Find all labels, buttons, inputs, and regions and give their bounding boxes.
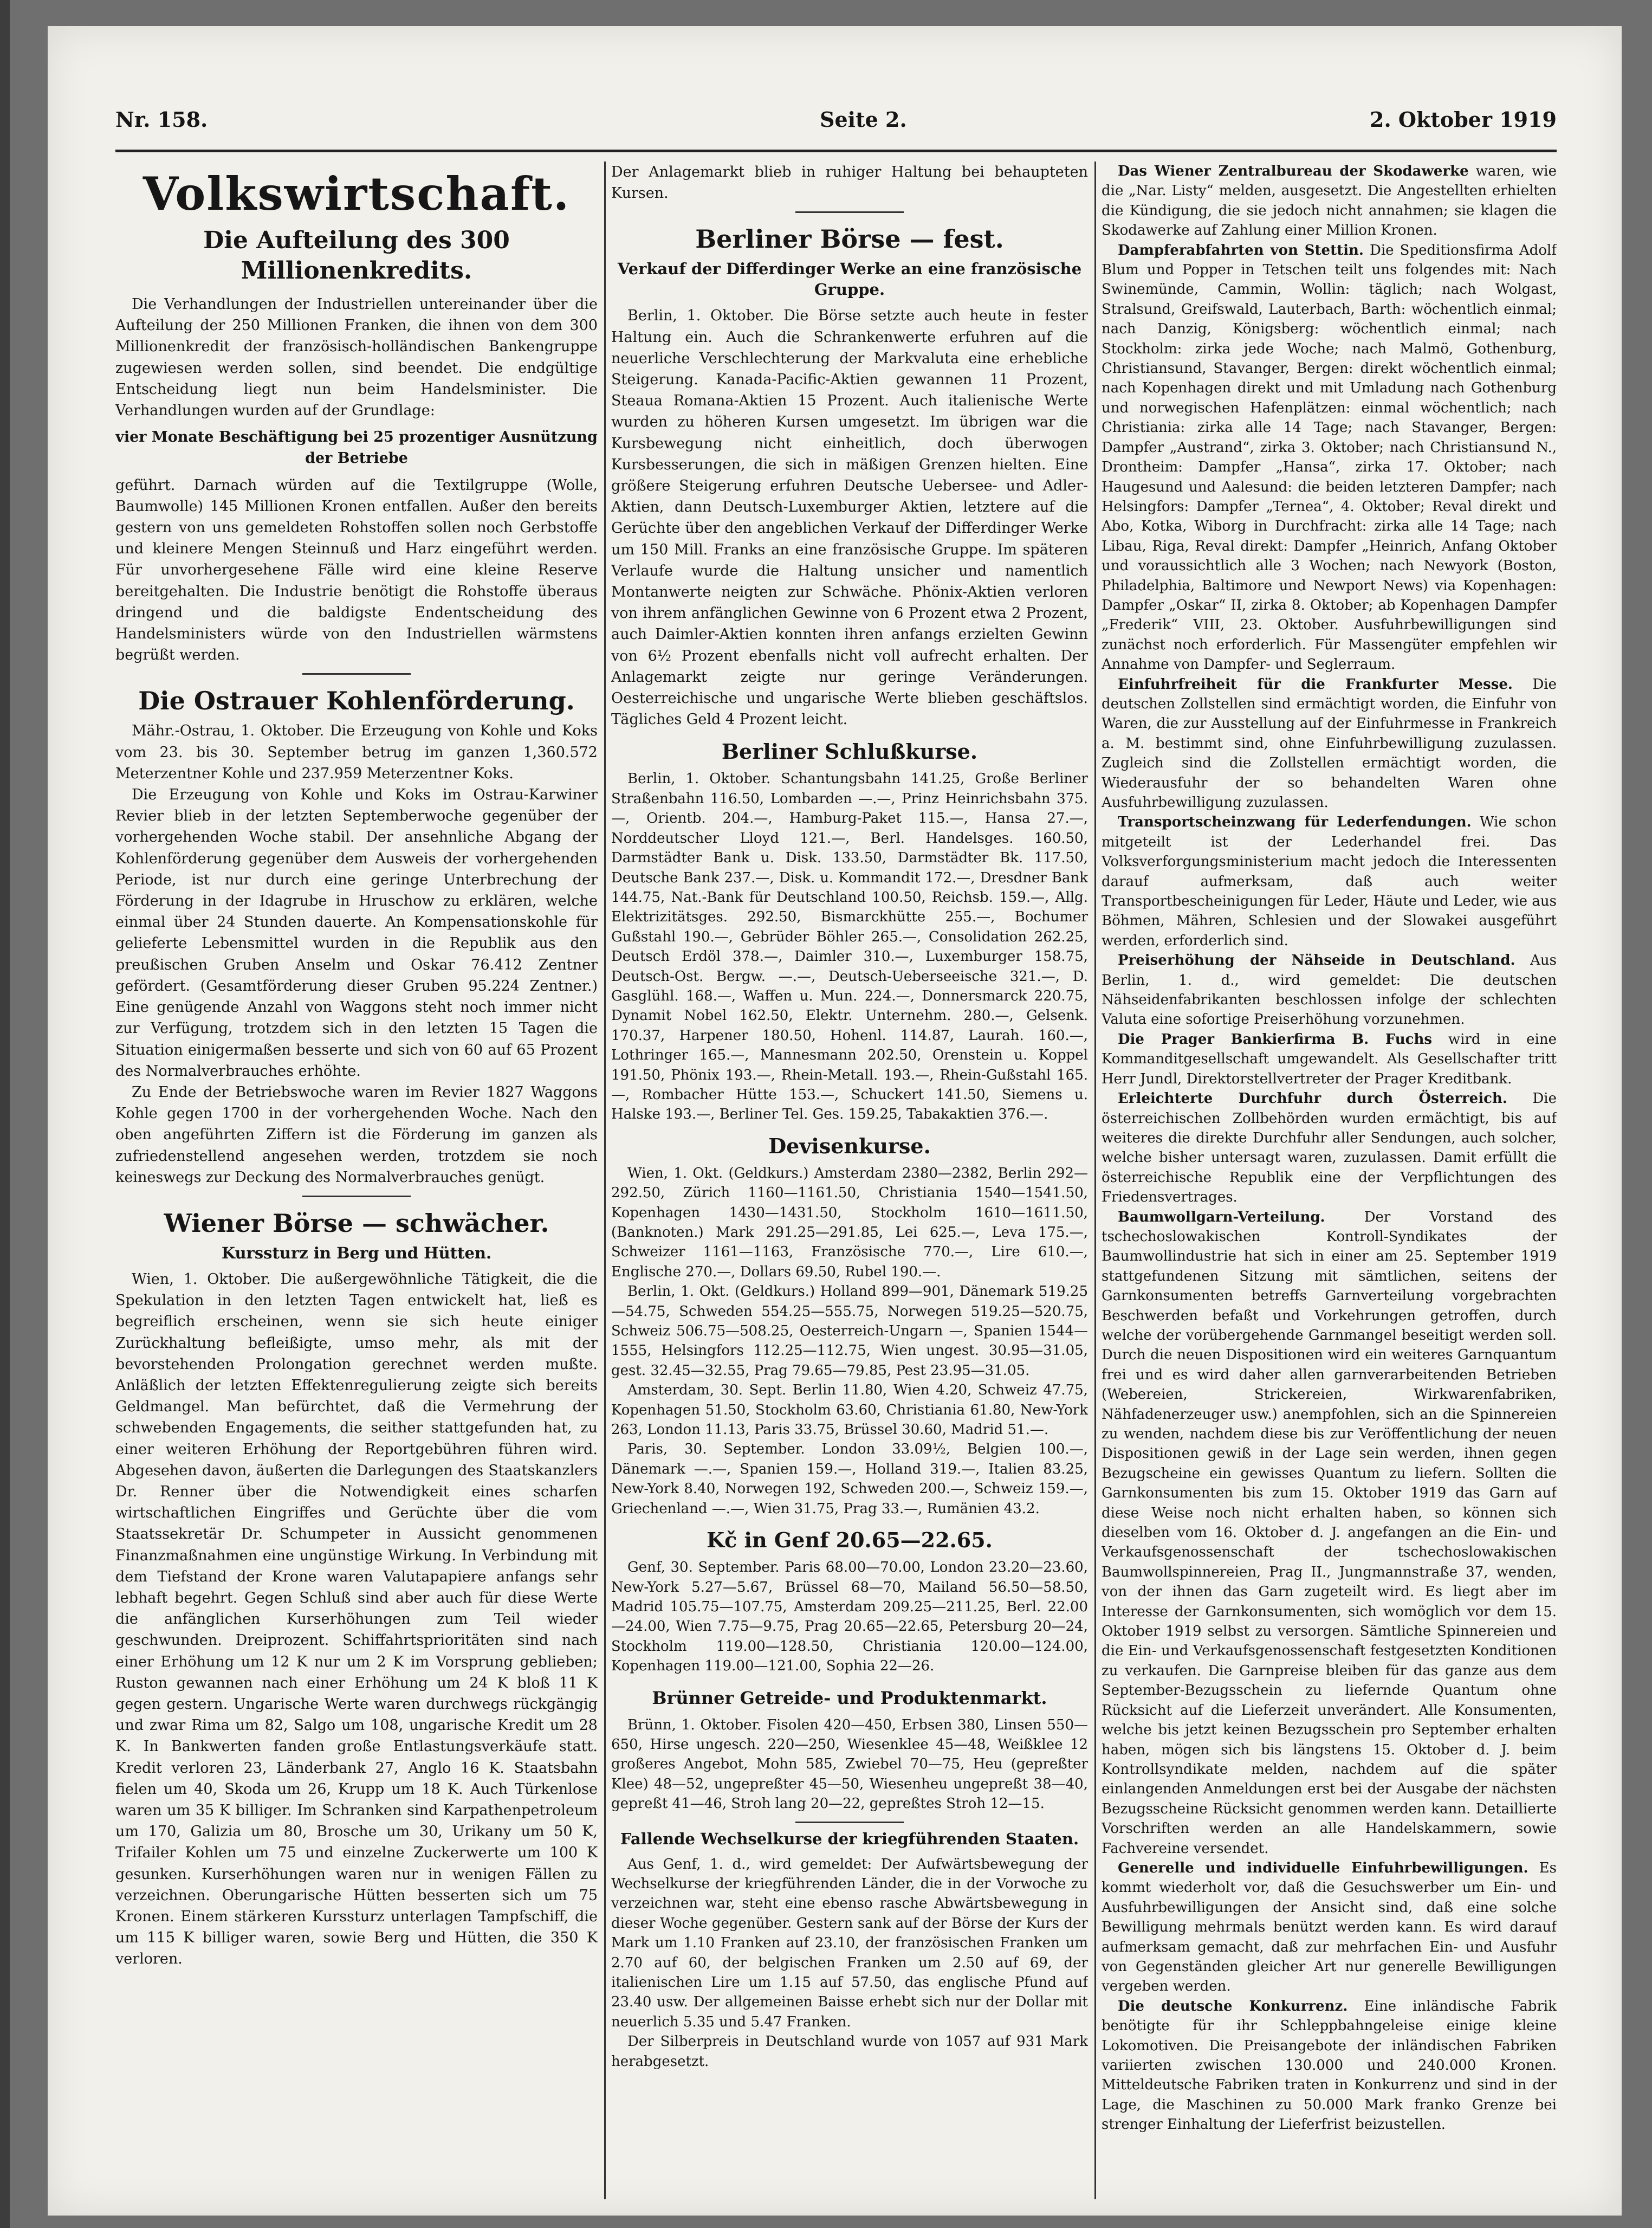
notice-text: Die deutschen Zollstellen sind ermächtigt worden, die Einfuhr von Waren, die zur Ausstellung auf der Einfuhrmesse in Frankreich a. M. bestimmt sind, ohne Einfuhrbewilligung zuzulassen. Zugleich sind die Zollstellen ermächtigt worden, die Wiederausfuhr der so behandelten Waren ohne Ausfuhrbewilligung zuzulassen. (1102, 676, 1557, 811)
currency-quotes-wien: Wien, 1. Okt. (Geldkurs.) Amsterdam 2380—2382, Berlin 292—292.50, Zürich 1160—1161.50, Christiania 1540—1541.50, Kopenhagen 1430—1431.50, Stockholm 1610—1611.50, (Banknoten.) Mark 291.25—291.85, Lei 625.—, Leva 175.—, Schweizer 1161—1163, Französische 770.—, Lire 610.—, Englische 270.—, Dollars 69.50, Rubel 190.—. (611, 1165, 1088, 1280)
header-divider (115, 150, 1557, 152)
article-paragraph: Aus Genf, 1. d., wird gemeldet: Der Aufwärtsbewegung der Wechselkurse der kriegführenden Länder, die in der Vorwoche zu verzeichnen war, steht eine ebenso rasche Abwärtsbewegung in dieser Woche gegenüber. Gestern sank auf der Börse der Kurs der Mark um 1.10 Franken auf 23.10, der französischen Franken um 2.70 auf 60, der belgischen Franken um 2.50 auf 69, der italienischen Lire um 1.15 auf 57.50, das englische Pfund auf 23.40 usw. Der allgemeinen Baisse erhebt sich nur der Dollar mit neuerlich 5.35 und 5.47 Franken. (611, 1856, 1088, 2030)
scan-edge-shadow (0, 0, 10, 2228)
article-paragraph: Berlin, 1. Oktober. Die Börse setzte auch heute in fester Haltung ein. Auch die Schrankenwerte erfuhren auf die neuerliche Verschlechterung der Markvaluta eine erhebliche Steigerung. Kanada-Pacific-Aktien gewannen 11 Prozent, Steaua Romana-Aktien 15 Prozent. Auch italienische Werte wurden zu höheren Kursen umgesetzt. Im übrigen war die Kursbewegung nicht einheitlich, doch überwogen Kursbesserungen, die sich in mäßigen Grenzen hielten. Eine größere Steigerung erfuhren Deutsche Uebersee- und Adler-Aktien, dann Deutsch-Luxemburger Aktien, letztere auf die Gerüchte über den angeblichen Verkauf der Differdinger Werke um 150 Mill. Franks an eine französische Gruppe. Im späteren Verlaufe wurde die Haltung unsicher und namentlich Montanwerte neigten zur Schwäche. Phönix-Aktien verloren von ihrem anfänglichen Gewinne von 6 Prozent etwa 2 Prozent, auch Daimler-Aktien konnten ihren anfangs erzielten Gewinn von 6½ Prozent ebenfalls nicht voll aufrecht erhalten. Der Anlagemarkt zeigte nur geringe Veränderungen. Oesterreichische und ungarische Werte blieben geschäftslos. Tägliches Geld 4 Prozent leicht. (611, 307, 1088, 728)
notice-lead: Die deutsche Konkurrenz. (1118, 1998, 1348, 2014)
notice-lead: Einfuhrfreiheit für die Frankfurter Messe. (1118, 676, 1513, 693)
article-divider (302, 1196, 411, 1197)
column-2 (611, 162, 1088, 2210)
article-headline: Brünner Getreide- und Produktenmarkt. (652, 1687, 1047, 1708)
article-paragraph: geführt. Darnach würden auf die Textilgruppe (Wolle, Baumwolle) 145 Millionen Kronen entfallen. Außer den bereits gestern von uns gemeldeten Rohstoffen sollen noch Gerbstoffe und kleinere Mengen Steinnuß und Harz eingeführt werden. Für unvorhergesehene Fälle wird eine kleine Reserve bereitgehalten. Die Industrie benötigt die Rohstoffe überaus dringend und die baldigste Endentscheidung des Handelsministers würde von den Industriellen wärmstens begrüßt werden. (115, 476, 598, 664)
currency-quotes-paris: Paris, 30. September. London 33.09½, Belgien 100.—, Dänemark —.—, Spanien 159.—, Holland 319.—, Italien 83.25, New-York 8.40, Norwegen 192, Schweden 200.—, Schweiz 159.—, Griechenland —.—, Wien 31.75, Prag 33.—, Rumänien 43.2. (611, 1441, 1088, 1517)
notice-text: Es kommt wiederholt vor, daß die Gesuchswerber um Ein- und Ausfuhrbewilligungen der Ansicht sind, daß eine solche Bewilligung mehrmals benützt werden kann. Es wird darauf aufmerksam gemacht, daß zur mehrfachen Ein- und Ausfuhr von Gegenständen gleicher Art nur generelle Bewilligungen vergeben werden. (1102, 1859, 1557, 1995)
page-header (115, 107, 1557, 145)
news-notice (1102, 241, 1557, 675)
column-3 (1102, 162, 1557, 2210)
notice-lead: Preiserhöhung der Nähseide in Deutschland. (1118, 952, 1515, 969)
news-notice (1102, 1207, 1557, 1858)
article-paragraph: Die Erzeugung von Kohle und Koks im Ostrau-Karwiner Revier blieb in der letzten Septemberwoche gegenüber der vorhergehenden Woche stabil. Der ansehnliche Abgang der Kohlenförderung gegenüber dem Ausweis der vorhergehenden Periode, ist nur durch eine geringe Unterbrechung der Förderung in der Idagrube in Hruschow zu erklären, welche einmal über 24 Stunden dauerte. An Kompensationskohle für gelieferte Lebensmittel wurden in die Republik aus den preußischen Gruben Anselm und Oskar 76.412 Zentner gefördert. (Gesamtförderung dieser Gruben 95.224 Zentner.) Eine genügende Anzahl von Waggons steht noch immer nicht zur Verfügung, trotzdem sich in den letzten 15 Tagen die Situation einigermaßen besserte und sich von 60 auf 65 Prozent des Normalverbrauches erhöhte. (115, 786, 598, 1080)
notice-lead: Dampferabfahrten von Stettin. (1118, 242, 1364, 259)
article-headline: Wiener Börse — schwächer. (164, 1208, 549, 1238)
issue-number: Nr. 158. (115, 107, 208, 132)
page-number: Seite 2. (820, 107, 907, 132)
notice-text: Der Vorstand des tschechoslowakischen Kontroll-Syndikates der Baumwollindustrie hat sich in einer am 25. September 1919 stattgefundenen Sitzung mit sämtlichen, seitens der Garnkonsumenten betreffs Garnverteilung vorgebrachten Beschwerden befaßt und Vorkehrungen getroffen, durch welche der vorübergehende Garnmangel beseitigt werden soll. Durch die neuen Dispositionen wird ein weiteres Garnquantum frei und es wird daher allen garnverarbeitenden Betrieben (Webereien, Strickereien, Wirkwarenfabriken, Nähfadenerzeuger usw.) anempfohlen, sich an die Spinnereien zu wenden, nachdem diese bis zur Veröffentlichung der neuen Dispositionen gewiß in der Lage sein werden, ihnen gegen Bezugscheine ein gewisses Quantum zu liefern. Sollten die Garnkonsumenten bis zum 15. Oktober 1919 das Garn auf diese Weise noch nicht erhalten haben, so können sich dieselben vom 16. Oktober d. J. angefangen an die Ein- und Verkaufsgenossenschaft der tschechoslowakischen Baumwollspinnereien, Prag II., Jungmannstraße 37, wenden, von der ihnen das Garn zugeteilt wird. Es liegt aber im Interesse der Garnkonsumenten, sich womöglich vor dem 15. Oktober 1919 selbst zu versorgen. Sämtliche Spinnereien und die Ein- und Verkaufsgenossenschaft festgesetzten Konditionen zu verkaufen. Die Garnpreise bleiben für das ganze aus dem September-Bezugsschein zu liefernde Quantum ohne Rücksicht auf die Lieferzeit unverändert. Alle Konsumenten, welche bis jetzt keinen Bezugsschein pro September erhalten haben, mögen sich bis längstens 15. Oktober d. J. beim Kontrollsyndikate melden, nachdem auf die später einlangenden Anmeldungen erst bei der Ausgabe der nächsten Bezugsscheine Rücksicht genommen werden kann. Detaillierte Vorschriften werden an alle Handelskammern, sowie Fachvereine versendet. (1102, 1209, 1557, 1857)
article-headline: Fallende Wechselkurse der kriegführenden Staaten. (620, 1829, 1079, 1848)
notice-lead: Transportscheinzwang für Lederfendungen. (1118, 814, 1472, 831)
notice-lead: Generelle und individuelle Einfuhrbewilligungen. (1118, 1859, 1528, 1876)
article-emphasis: vier Monate Beschäftigung bei 25 prozentiger Ausnützung der Betriebe (115, 429, 598, 467)
currency-quotes-amsterdam: Amsterdam, 30. Sept. Berlin 11.80, Wien 4.20, Schweiz 47.75, Kopenhagen 51.50, Stockholm 63.60, Christiania 61.80, New-York 263, London 11.13, Paris 33.75, Brüssel 30.60, Madrid 51.—. (611, 1382, 1088, 1438)
notice-text: Die österreichischen Zollbehörden wurden ermächtigt, bis auf weiteres die direkte Durchfuhr aller Sendungen, auch solcher, welche bisher untersagt waren, zuzulassen. Damit erfüllt die österreichische Republik eine der Verpflichtungen des Friedensvertrages. (1102, 1090, 1557, 1206)
news-notice (1102, 162, 1557, 241)
article-paragraph: Die Verhandlungen der Industriellen untereinander über die Aufteilung der 250 Millionen Franken, die ihnen von dem 300 Millionenkredit der französisch-holländischen Bankengruppe zugewiesen werden sollen, sind beendet. Die endgültige Entscheidung liegt nun beim Handelsminister. Die Verhandlungen wurden auf der Grundlage: (115, 296, 598, 419)
news-notice (1102, 1030, 1557, 1089)
column-1 (115, 162, 598, 2210)
article-headline: Berliner Börse — fest. (695, 224, 1004, 254)
stock-quotes: Berlin, 1. Oktober. Schantungsbahn 141.25, Große Berliner Straßenbahn 116.50, Lombarden —.—, Prinz Heinrichsbahn 375.—, Orientb. 204.—, Hamburg-Paket 115.—, Hansa 27.—, Norddeutscher Lloyd 121.—, Berl. Handelsges. 160.50, Darmstädter Bank u. Disk. 133.50, Darmstädter Bk. 117.50, Deutsche Bank 237.—, Disk. u. Kommandit 172.—, Dresdner Bank 144.75, Nat.-Bank für Deutschland 100.50, Reichsb. 159.—, Allg. Elektrizitätsges. 292.50, Bismarckhütte 255.—, Bochumer Gußstahl 190.—, Gebrüder Böhler 265.—, Consolidation 262.25, Deutsch Erdöl 378.—, Daimler 310.—, Luxemburger 158.75, Deutsch-Ost. Bergw. —.—, Deutsch-Ueberseeische 321.—, D. Gasglühl. 168.—, Waffen u. Mun. 224.—, Donnersmarck 220.75, Dynamit Nobel 162.50, Elektr. Unternehm. 280.—, Gelsenk. 170.37, Harpener 180.50, Hohenl. 114.87, Laurah. 160.—, Lothringer 165.—, Mannesmann 202.50, Orenstein u. Koppel 191.50, Phönix 193.—, Rhein-Metall. 193.—, Rhein-Gußstahl 165.—, Rombacher Hütte 153.—, Schuckert 141.50, Siemens u. Halske 193.—, Berliner Tel. Ges. 159.25, Tabakaktien 376.—. (611, 771, 1088, 1123)
news-notice (1102, 1997, 1557, 2135)
article-paragraph: Wien, 1. Oktober. Die außergewöhnliche Tätigkeit, die die Spekulation in den letzten Tagen entwickelt hat, ließ es begreiflich erscheinen, wenn sie sich heute einiger Zurückhaltung befleißigte, umso mehr, als mit der bevorstehenden Prolongation gerechnet werden mußte. Anläßlich der letzten Effektenregulierung zeigte sich bereits Geldmangel. Man befürchtet, daß die Vermehrung der schwebenden Engagements, die seither stattgefunden hat, zu einer weiteren Erhöhung der Reportgebühren führen wird. Abgesehen davon, äußerten die Darlegungen des Staatskanzlers Dr. Renner über die Notwendigkeit eines scharfen wirtschaftlichen Eingriffes und Gerüchte über die vom Staatssekretär Dr. Schumpeter in Aussicht genommenen Finanzmaßnahmen eine ungünstige Wirkung. In Verbindung mit dem Tiefstand der Krone waren Valutapapiere anfangs sehr lebhaft begehrt. Gegen Schluß sind aber auch für diese Werte die anfänglichen Kurserhöhungen zum Teil wieder geschwunden. Dreiprozent. Schiffahrtsprioritäten sind nach einer Erhöhung um 12 K nur um 2 K im Vorsprung geblieben; Ruston gewannen nach einer Erhöhung um 24 K bloß 11 K gegen gestern. Ungarische Werte waren durchwegs rückgängig und zwar Rima um 82, Salgo um 108, ungarische Kredit um 28 K. In Bankwerten fanden große Entlastungsverkäufe statt. Kredit verloren 23, Länderbank 27, Anglo 16 K. Staatsbahn fielen um 40, Skoda um 26, Krupp um 18 K. Auch Türkenlose waren um 35 K billiger. Im Schranken sind Karpathenpetroleum um 170, Galizia um 80, Brosche um 30, Urikany um 50 K, Trifailer Kohlen um 75 und einzelne Zuckerwerte um 100 K gesunken. Kurserhöhungen waren nur in wenigen Fällen zu verzeichnen. Oberungarische Hütten besserten sich um 75 Kronen. Einem stärkeren Kurssturz unterlagen Tampfschiff, die um 115 K billiger waren, sowie Berg und Hütten, die 350 K verloren. (115, 1270, 598, 1968)
issue-date: 2. Oktober 1919 (1370, 107, 1557, 132)
news-notice (1102, 1858, 1557, 1997)
article-divider (795, 211, 904, 213)
notice-text: Eine inländische Fabrik benötigte für ihr Schleppbahngeleise einige kleine Lokomotiven. Die Preisangebote der inländischen Fabriken variierten zwischen 130.000 und 240.000 Kronen. Mitteldeutsche Fabriken traten in Konkurrenz und sind in der Lage, die Maschinen zu 50.000 Mark franko Grenze bei strenger Einhaltung der Lieferfrist beizustellen. (1102, 1998, 1557, 2133)
notice-lead: Das Wiener Zentralbureau der Skodawerke (1118, 163, 1469, 179)
article-headline: Kč in Genf 20.65—22.65. (707, 1528, 993, 1553)
news-notice (1102, 812, 1557, 951)
currency-quotes-genf: Genf, 30. September. Paris 68.00—70.00, London 23.20—23.60, New-York 5.27—5.67, Brüssel 68—70, Mailand 56.50—58.50, Madrid 105.75—107.75, Amsterdam 209.25—211.25, Berl. 22.00—24.00, Wien 7.75—9.75, Prag 20.65—22.65, Petersburg 20—24, Stockholm 119.00—128.50, Christiania 120.00—124.00, Kopenhagen 119.00—121.00, Sophia 22—26. (611, 1559, 1088, 1675)
news-notice (1102, 675, 1557, 813)
article-subheadline: Verkauf der Differdinger Werke an eine französische Gruppe. (617, 260, 1082, 299)
notice-lead: Die Prager Bankierfirma B. Fuchs (1118, 1031, 1433, 1048)
notices-list (1102, 162, 1557, 2135)
newspaper-page (48, 26, 1622, 2216)
notice-text: wird in eine Kommanditgesellschaft umgewandelt. Als Gesellschafter tritt Herr Jundl, Direktorstellvertreter der Prager Kreditbank. (1102, 1031, 1557, 1087)
article-paragraph: Der Silberpreis in Deutschland wurde von 1057 auf 931 Mark herabgesetzt. (611, 2033, 1088, 2070)
article-headline: Devisenkurse. (768, 1133, 931, 1158)
article-paragraph: Mähr.-Ostrau, 1. Oktober. Die Erzeugung von Kohle und Koks vom 23. bis 30. September betrug im ganzen 1,360.572 Meterzentner Kohle und 237.959 Meterzentner Koks. (115, 722, 598, 782)
article-divider (795, 1822, 904, 1823)
column-divider-1 (604, 162, 606, 2199)
column-divider-2 (1094, 162, 1096, 2199)
notice-text: Die Speditionsfirma Adolf Blum und Popper in Tetschen teilt uns folgendes mit: Nach Swinemünde, Cammin, Wollin: täglich; nach Wolgast, Stralsund, Greifswald, Lauterbach, Barth: wöchentlich einmal; nach Danzig, Königsberg: wöchentlich einmal; nach Stockholm: zirka jede Woche; nach Malmö, Gothenburg, Christiansund, Stavanger, Bergen: direkt wöchentlich einmal; nach Kopenhagen direkt und mit Umladung nach Gothenburg und norwegischen Hafenplätzen: einmal wöchentlich; nach Christiania: zirka alle 14 Tage; nach Stavanger, Bergen: Dampfer „Austrand“, zirka 3. Oktober; nach Christiansund N., Drontheim: Dampfer „Hansa“, zirka 17. Oktober; nach Haugesund und Aalesund: die beiden letzteren Dampfer; nach Helsingfors: Dampfer „Ternea“, 4. Oktober; Reval direkt und Abo, Kotka, Wiborg in Durchfracht: zirka alle 14 Tage; nach Libau, Riga, Reval direkt: Dampfer „Heinrich, Anfang Oktober und voraussichtlich alle 3 Wochen; nach Newyork (Boston, Philadelphia, Baltimore und Newport News) via Kopenhagen: Dampfer „Oskar“ II, zirka 8. Oktober; ab Kopenhagen Dampfer „Frederik“ VIII, 23. Oktober. Ausfuhrbewilligungen sind zunächst noch erforderlich. Für Massengüter empfehlen wir Annahme von Dampfer- und Seglerraum. (1102, 242, 1557, 673)
notice-lead: Baumwollgarn-Verteilung. (1118, 1209, 1325, 1225)
news-notice (1102, 1089, 1557, 1207)
market-prices: Brünn, 1. Oktober. Fisolen 420—450, Erbsen 380, Linsen 550—650, Hirse ungesch. 220—250, Wiesenklee 45—48, Weißklee 12 großeres Angebot, Mohn 585, Zwiebel 70—75, Heu (gepreßter Klee) 48—52, ungepreßter 45—50, Wiesenheu ungepreßt 38—40, gepreßt 41—46, Stroh lang 20—22, gepreßtes Stroh 12—15. (611, 1716, 1088, 1812)
notice-text: Aus Berlin, 1. d., wird gemeldet: Die deutschen Nähseidenfabrikanten beschlossen infolge der schlechten Valuta eine sofortige Preiserhöhung vorzunehmen. (1102, 952, 1557, 1028)
article-headline: Die Ostrauer Kohlenförderung. (138, 686, 575, 716)
article-paragraph: Zu Ende der Betriebswoche waren im Revier 1827 Waggons Kohle gegen 1700 in der vorhergehenden Woche. Nach den oben angeführten Ziffern ist die Förderung im ganzen als zufriedenstellend angesehen werden, trotzdem sie noch keineswegs zur Deckung des Normalverbrauches genügt. (115, 1083, 598, 1186)
notice-text: Wie schon mitgeteilt ist der Lederhandel frei. Das Volksverforgungsministerium macht jedoch die Interessenten darauf aufmerksam, daß auch weiter Transportbescheinigungen für Leder, Häute und Leder, wie aus Böhmen, Mähren, Schlesien und der Slowakei ausgeführt werden, erforderlich sind. (1102, 814, 1557, 949)
currency-quotes-berlin: Berlin, 1. Okt. (Geldkurs.) Holland 899—901, Dänemark 519.25—54.75, Schweden 554.25—555.75, Norwegen 519.25—520.75, Schweiz 506.75—508.25, Oesterreich-Ungarn —, Spanien 1544—1555, Helsingfors 112.25—112.75, Wien ungest. 30.95—31.05, gest. 32.45—32.55, Prag 79.65—79.85, Pest 23.95—31.05. (611, 1283, 1088, 1379)
article-subheadline: Kurssturz in Berg und Hütten. (221, 1243, 492, 1262)
notice-text: waren, wie die „Nar. Listy“ melden, ausgesetzt. Die Angestellten erhielten die Kündigung, die sie jedoch nicht annahmen; sie klagen die Skodawerke auf Zahlung einer Million Kronen. (1102, 163, 1557, 239)
article-headline: Die Aufteilung des 300 Millionenkredits. (203, 227, 510, 285)
article-divider (302, 673, 411, 675)
news-notice (1102, 951, 1557, 1030)
article-paragraph: Der Anlagemarkt blieb in ruhiger Haltung bei behaupteten Kursen. (611, 164, 1088, 202)
section-title: Volkswirtschaft. (142, 167, 571, 221)
article-headline: Berliner Schlußkurse. (721, 739, 978, 764)
notice-lead: Erleichterte Durchfuhr durch Österreich. (1118, 1090, 1507, 1107)
